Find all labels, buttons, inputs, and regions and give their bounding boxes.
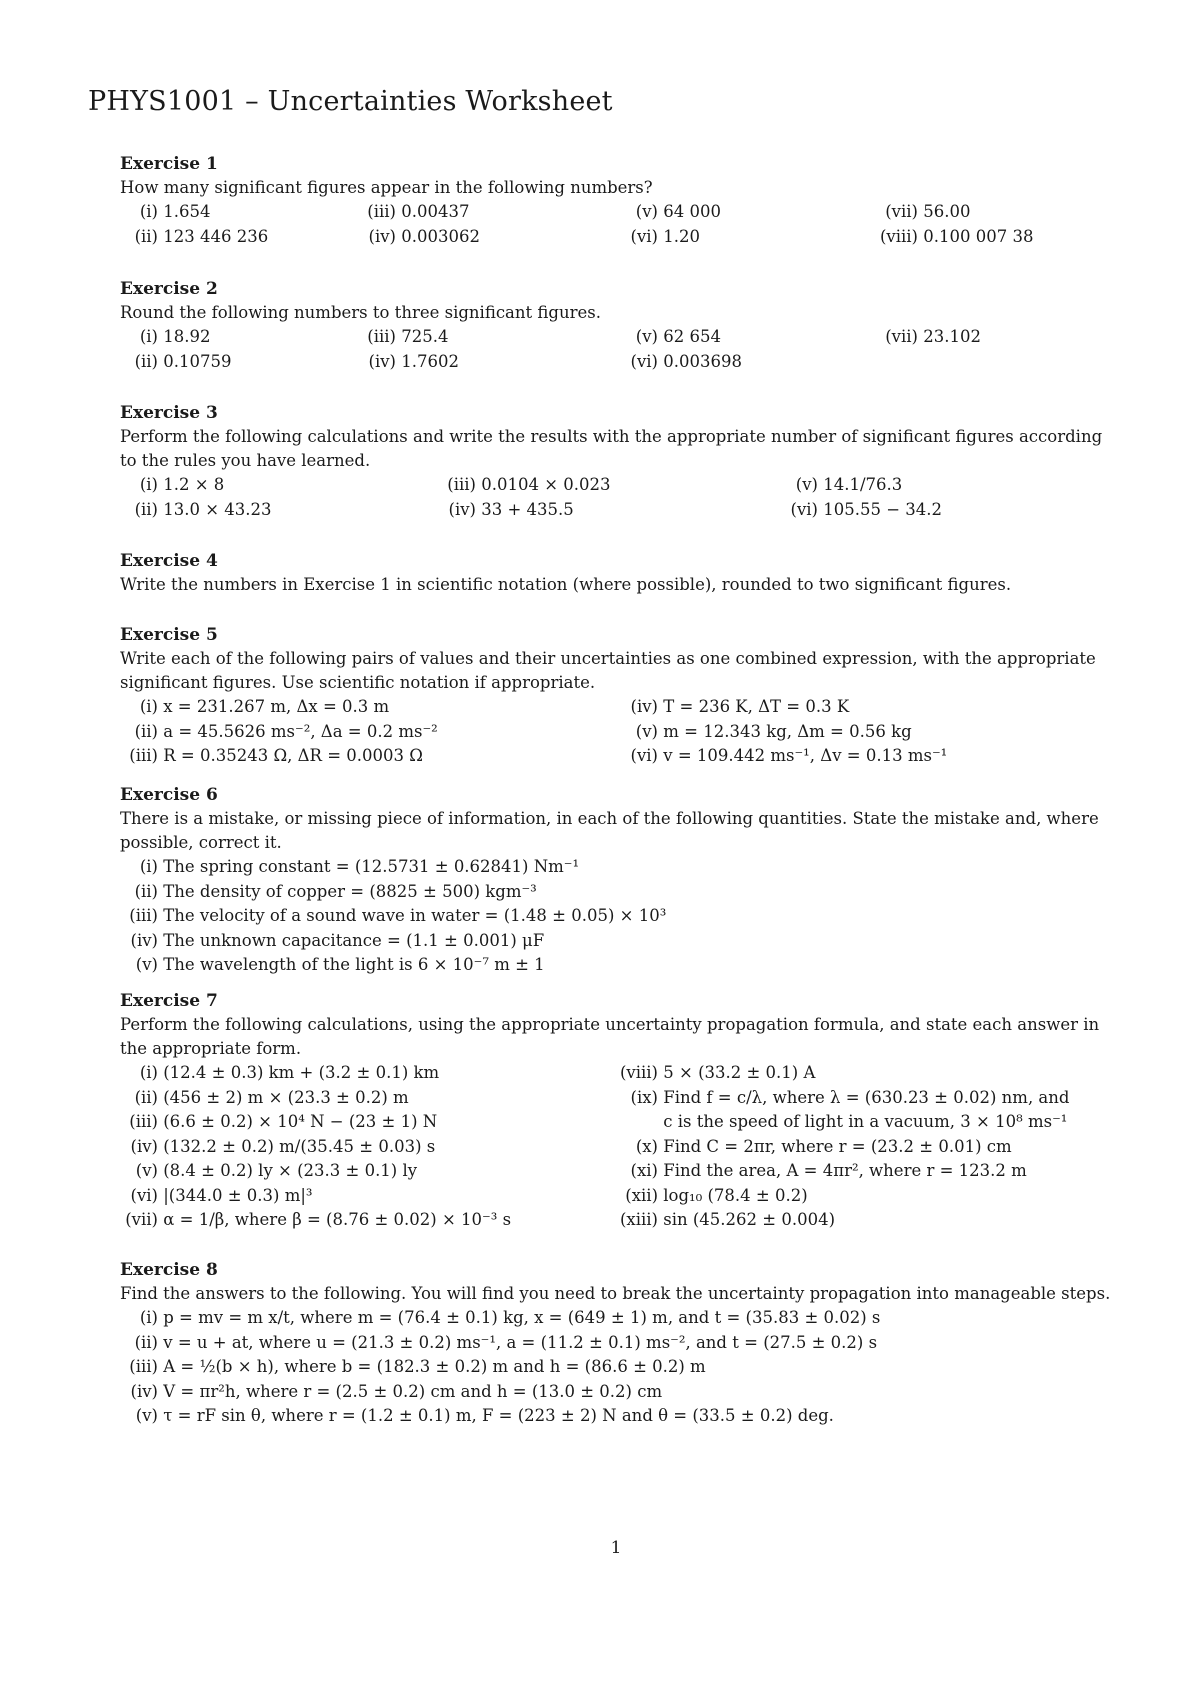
exercise-heading: Exercise 6 (120, 785, 218, 805)
exercise-prompt: Write each of the following pairs of values and their uncertainties as one combined expression, with the appropriate significant figures. Use scientific notation if appropriate. (120, 649, 1096, 692)
list-item: (i) x = 231.267 m, Δx = 0.3 m (139, 697, 390, 716)
item-row (120, 350, 1120, 375)
list-item: (iv) T = 236 K, ΔT = 0.3 K (630, 697, 850, 716)
list-item: (i) 1.654 (139, 202, 211, 221)
item-row (120, 720, 1120, 745)
list-item: (v) The wavelength of the light is 6 × 10⁻⁷ m ± 1 (135, 955, 545, 974)
exercise-prompt: How many significant figures appear in the following numbers? (120, 178, 653, 197)
list-item: (iv) (132.2 ± 0.2) m/(35.45 ± 0.03) s (130, 1136, 436, 1156)
list-item: (v) m = 12.343 kg, Δm = 0.56 kg (635, 721, 912, 741)
list-item: (iii) 0.00437 (367, 202, 470, 221)
list-item: (iii) (6.6 ± 0.2) × 10⁴ N − (23 ± 1) N (129, 1112, 438, 1131)
exercise-7 (120, 989, 1120, 1233)
list-item: (viii) 0.100 007 38 (879, 226, 1034, 246)
list-item: (i) p = mv = m x/t, where m = (76.4 ± 0.1) kg, x = (649 ± 1) m, and t = (35.83 ± 0.02) s (139, 1308, 881, 1327)
list-item: (ii) 123 446 236 (134, 226, 269, 246)
item-row (120, 744, 1120, 769)
item-row (120, 1135, 1120, 1160)
exercise-2 (120, 277, 1120, 374)
exercise-1 (120, 152, 1120, 249)
list-item: (iii) 725.4 (367, 327, 449, 346)
item-row (120, 325, 1120, 350)
exercise-heading: Exercise 7 (120, 991, 218, 1011)
exercise-5 (120, 623, 1120, 769)
item-row (120, 1110, 1120, 1135)
list-item: (vii) 56.00 (885, 202, 971, 221)
list-item: (vi) v = 109.442 ms⁻¹, Δv = 0.13 ms⁻¹ (630, 746, 948, 765)
list-item: (v) τ = rF sin θ, where r = (1.2 ± 0.1) m, F = (223 ± 2) N and θ = (33.5 ± 0.2) deg. (135, 1406, 834, 1425)
exercise-prompt: Round the following numbers to three significant figures. (120, 303, 601, 322)
list-item: (vi) 0.003698 (630, 351, 742, 371)
exercise-8 (120, 1258, 1120, 1429)
list-item: (xiii) sin (45.262 ± 0.004) (619, 1210, 836, 1229)
exercise-heading: Exercise 2 (120, 279, 218, 299)
item-row (120, 1208, 1120, 1233)
exercise-heading: Exercise 4 (120, 551, 218, 571)
item-row (120, 1159, 1120, 1184)
list-item: c is the speed of light in a vacuum, 3 × 10⁸ ms⁻¹ (663, 1112, 1068, 1131)
list-item: (iii) 0.0104 × 0.023 (447, 475, 611, 494)
list-item: (iv) 33 + 435.5 (448, 499, 574, 519)
list-item: (i) 18.92 (139, 327, 211, 346)
list-item: (iv) V = πr²h, where r = (2.5 ± 0.2) cm and h = (13.0 ± 0.2) cm (130, 1381, 663, 1401)
list-item: (iii) A = ½(b × h), where b = (182.3 ± 0.2) m and h = (86.6 ± 0.2) m (129, 1357, 706, 1376)
list-item: (v) 14.1/76.3 (795, 475, 903, 494)
list-item: (iii) The velocity of a sound wave in water = (1.48 ± 0.05) × 10³ (129, 906, 667, 925)
list-item: (ii) 0.10759 (134, 351, 232, 371)
list-item: (iv) 1.7602 (368, 351, 459, 371)
list-item: (ix) Find f = c/λ, where λ = (630.23 ± 0.02) nm, and (630, 1087, 1070, 1107)
exercise-heading: Exercise 1 (120, 154, 218, 174)
list-item: (x) Find C = 2πr, where r = (23.2 ± 0.01) cm (635, 1136, 1012, 1156)
list-item: (i) (12.4 ± 0.3) km + (3.2 ± 0.1) km (139, 1063, 440, 1082)
list-item: (iii) R = 0.35243 Ω, ΔR = 0.0003 Ω (129, 746, 423, 765)
list-item: (vi) 105.55 − 34.2 (790, 499, 943, 519)
item-row (120, 225, 1120, 250)
item-row (120, 1086, 1120, 1111)
exercise-4 (120, 549, 1120, 597)
exercise-3 (120, 401, 1120, 522)
page-title: PHYS1001 – Uncertainties Worksheet (88, 86, 613, 117)
list-item: (ii) (456 ± 2) m × (23.3 ± 0.2) m (134, 1087, 409, 1107)
list-item: (xi) Find the area, A = 4πr², where r = 123.2 m (630, 1161, 1027, 1180)
list-item: (iv) The unknown capacitance = (1.1 ± 0.001) μF (130, 930, 545, 950)
list-item: (vi) |(344.0 ± 0.3) m|³ (130, 1185, 313, 1205)
exercise-prompt: Perform the following calculations, using the appropriate uncertainty propagation formula, and state each answer in the appropriate form. (120, 1015, 1100, 1058)
list-item: (i) 1.2 × 8 (139, 475, 225, 494)
list-item: (iv) 0.003062 (368, 226, 480, 246)
exercise-heading: Exercise 3 (120, 403, 218, 423)
list-item: (xii) log₁₀ (78.4 ± 0.2) (625, 1185, 808, 1205)
list-item: (vii) 23.102 (885, 327, 981, 346)
list-item: (i) The spring constant = (12.5731 ± 0.62841) Nm⁻¹ (139, 857, 580, 876)
list-item: (viii) 5 × (33.2 ± 0.1) A (619, 1063, 816, 1082)
item-row (120, 1184, 1120, 1209)
exercise-6 (120, 783, 1120, 978)
exercise-heading: Exercise 8 (120, 1260, 218, 1280)
exercise-prompt: Find the answers to the following. You will find you need to break the uncertainty propagation into manageable steps. (120, 1284, 1111, 1303)
item-row (120, 1061, 1120, 1086)
list-item: (v) 64 000 (635, 202, 721, 221)
exercise-prompt: Perform the following calculations and write the results with the appropriate number of significant figures according to the rules you have learned. (120, 427, 1103, 470)
exercise-prompt: Write the numbers in Exercise 1 in scientific notation (where possible), rounded to two significant figures. (120, 575, 1012, 594)
list-item: (v) 62 654 (635, 327, 721, 346)
item-row (120, 498, 1120, 523)
list-item: (vi) 1.20 (630, 226, 700, 246)
item-row (120, 200, 1120, 225)
item-row (120, 473, 1120, 498)
item-row (120, 695, 1120, 720)
page-number: 1 (610, 1538, 622, 1558)
list-item: (ii) a = 45.5626 ms⁻², Δa = 0.2 ms⁻² (134, 721, 438, 741)
list-item: (ii) v = u + at, where u = (21.3 ± 0.2) ms⁻¹, a = (11.2 ± 0.1) ms⁻², and t = (27.5 ± 0.2) s (134, 1332, 878, 1352)
list-item: (vii) α = 1/β, where β = (8.76 ± 0.02) × 10⁻³ s (125, 1210, 512, 1229)
exercise-prompt: There is a mistake, or missing piece of information, in each of the following quantities. State the mistake and, where possible, correct it. (120, 809, 1099, 852)
list-item: (v) (8.4 ± 0.2) ly × (23.3 ± 0.1) ly (135, 1161, 418, 1180)
exercise-heading: Exercise 5 (120, 625, 218, 645)
list-item: (ii) The density of copper = (8825 ± 500) kgm⁻³ (134, 881, 537, 901)
list-item: (ii) 13.0 × 43.23 (134, 499, 272, 519)
